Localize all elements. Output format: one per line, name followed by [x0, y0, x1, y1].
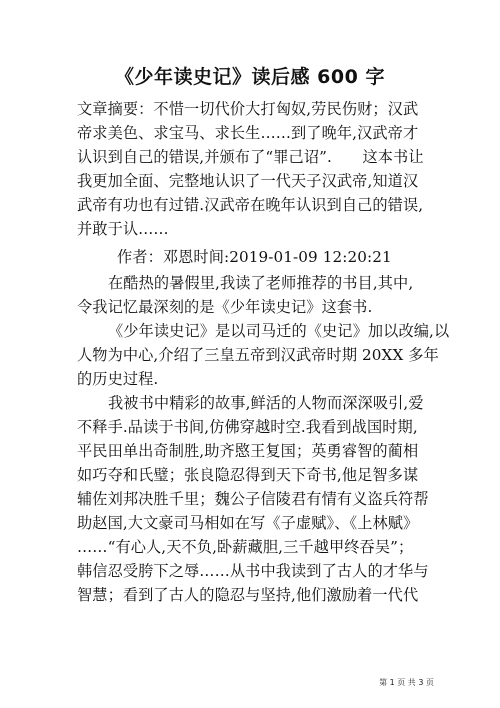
summary-line: 帝求美色、求宝马、求长生……到了晚年,汉武帝才	[77, 124, 419, 142]
body-line: 辅佐刘邦决胜千里；魏公子信陵君有情有义盗兵符帮	[77, 490, 429, 508]
page-number: 第 1 页 共 3 页	[379, 678, 434, 687]
summary-line: 认识到自己的错误,并颁布了“罪己诏”. 这本书让	[77, 148, 424, 166]
body-line: 令我记忆最深刻的是《少年读史记》这套书.	[77, 298, 373, 316]
document-title: 《少年读史记》读后感 600 字	[115, 66, 385, 88]
body-line: 如巧夺和氏璧；张良隐忍得到天下奇书,他足智多谋	[77, 466, 419, 484]
body-line: 我被书中精彩的故事,鲜活的人物而深深吸引,爱	[108, 394, 424, 412]
summary-line: 我更加全面、完整地认识了一代天子汉武帝,知道汉	[77, 172, 419, 190]
body-line: 的历史过程.	[77, 370, 159, 388]
body-line: 智慧；看到了古人的隐忍与坚持,他们激励着一代代	[77, 586, 419, 604]
summary-line: 并敢于认……	[77, 220, 169, 238]
body-line: 在酷热的暑假里,我读了老师推荐的书目,其中,	[108, 274, 414, 292]
summary-line: 武帝有功也有过错.汉武帝在晚年认识到自己的错误,	[77, 196, 424, 214]
body-line: 《少年读史记》是以司马迁的《史记》加以改编,以	[108, 322, 450, 340]
summary-line: 文章摘要：不惜一切代价大打匈奴,劳民伤财；汉武	[77, 100, 419, 118]
body-line: 不释手.品读于书间,仿佛穿越时空.我看到战国时期,	[77, 418, 418, 436]
body-line: 韩信忍受胯下之辱……从书中我读到了古人的才华与	[77, 562, 429, 580]
body-line: 人物为中心,介绍了三皇五帝到汉武帝时期 20XX 多年	[77, 346, 439, 364]
body-line: 平民田单出奇制胜,助齐愍王复国；英勇睿智的蔺相	[77, 442, 419, 460]
author-date-line: 作者：邓恩时间:2019-01-09 12:20:21	[117, 248, 392, 266]
body-line: ……“有心人,天不负,卧薪藏胆,三千越甲终吞吴”；	[77, 538, 414, 556]
body-line: 助赵国,大文豪司马相如在写《子虚赋》、《上林赋》	[77, 514, 419, 532]
